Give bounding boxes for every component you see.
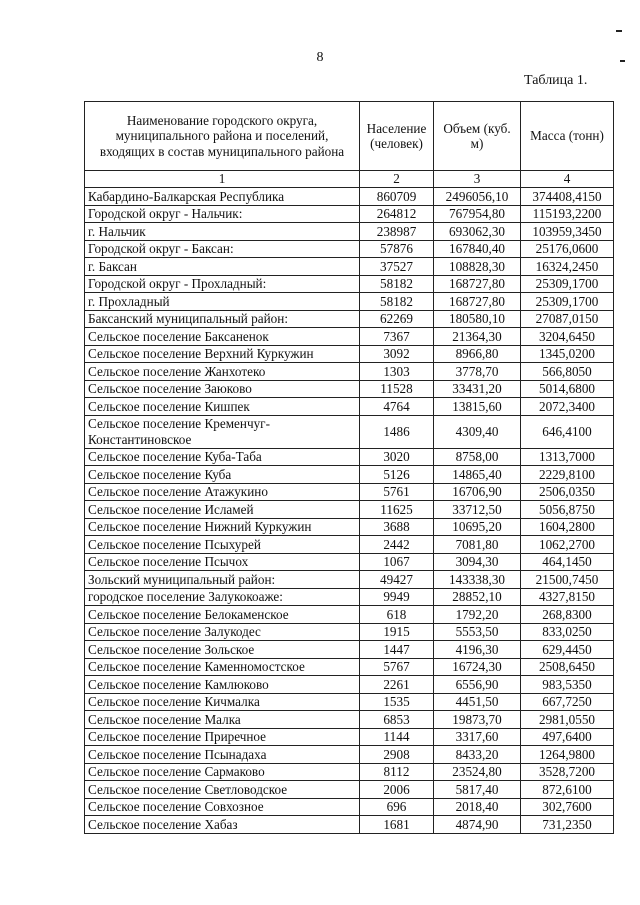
cell-mass: 872,6100 (521, 781, 614, 799)
cell-volume: 3778,70 (434, 363, 521, 381)
table-row (85, 518, 614, 536)
table-row (85, 363, 614, 381)
cell-name: Городской округ - Нальчик: (85, 205, 360, 223)
cell-name: Сельское поселение Зольское (85, 641, 360, 659)
cell-name: г. Нальчик (85, 223, 360, 241)
cell-mass: 21500,7450 (521, 571, 614, 589)
table-row (85, 588, 614, 606)
cell-population: 264812 (360, 205, 434, 223)
table-row (85, 711, 614, 729)
cell-population: 3092 (360, 345, 434, 363)
cell-name: Сельское поселение Приречное (85, 728, 360, 746)
table-row (85, 448, 614, 466)
table-row (85, 345, 614, 363)
cell-name: Сельское поселение Заюково (85, 380, 360, 398)
cell-volume: 5817,40 (434, 781, 521, 799)
cell-mass: 629,4450 (521, 641, 614, 659)
cell-population: 49427 (360, 571, 434, 589)
cell-population: 696 (360, 798, 434, 816)
table-row (85, 693, 614, 711)
cell-name: Сельское поселение Белокаменское (85, 606, 360, 624)
cell-name: Сельское поселение Малка (85, 711, 360, 729)
table-row (85, 798, 614, 816)
cell-mass: 374408,4150 (521, 188, 614, 206)
table-row (85, 728, 614, 746)
cell-volume: 16706,90 (434, 483, 521, 501)
cell-mass: 25176,0600 (521, 240, 614, 258)
cell-population: 11528 (360, 380, 434, 398)
cell-mass: 3204,6450 (521, 328, 614, 346)
cell-mass: 27087,0150 (521, 310, 614, 328)
cell-mass: 5056,8750 (521, 501, 614, 519)
table-row (85, 415, 614, 448)
cell-name: Сельское поселение Исламей (85, 501, 360, 519)
cell-volume: 16724,30 (434, 658, 521, 676)
cell-population: 238987 (360, 223, 434, 241)
table-row (85, 275, 614, 293)
cell-mass: 4327,8150 (521, 588, 614, 606)
cell-volume: 2496056,10 (434, 188, 521, 206)
cell-mass: 2981,0550 (521, 711, 614, 729)
cell-volume: 767954,80 (434, 205, 521, 223)
cell-population: 11625 (360, 501, 434, 519)
cell-mass: 5014,6800 (521, 380, 614, 398)
table-row (85, 188, 614, 206)
cell-population: 37527 (360, 258, 434, 276)
table-row (85, 501, 614, 519)
cell-name: Сельское поселение Каменномостское (85, 658, 360, 676)
cell-population: 1486 (360, 415, 434, 448)
cell-volume: 19873,70 (434, 711, 521, 729)
cell-name: городское поселение Залукокоаже: (85, 588, 360, 606)
cell-name: Сельское поселение Куба (85, 466, 360, 484)
cell-volume: 168727,80 (434, 275, 521, 293)
header-name: Наименование городского округа, муниципального района и поселений, входящих в состав муниципального района (85, 102, 360, 171)
cell-mass: 115193,2200 (521, 205, 614, 223)
cell-volume: 8433,20 (434, 746, 521, 764)
column-number: 4 (521, 171, 614, 188)
cell-volume: 168727,80 (434, 293, 521, 311)
cell-mass: 2072,3400 (521, 398, 614, 416)
cell-population: 5126 (360, 466, 434, 484)
cell-name: г. Прохладный (85, 293, 360, 311)
cell-population: 2261 (360, 676, 434, 694)
header-row (85, 102, 614, 171)
cell-population: 2442 (360, 536, 434, 554)
cell-volume: 180580,10 (434, 310, 521, 328)
cell-mass: 833,0250 (521, 623, 614, 641)
column-number-row (85, 171, 614, 188)
cell-population: 7367 (360, 328, 434, 346)
cell-mass: 268,8300 (521, 606, 614, 624)
cell-population: 1915 (360, 623, 434, 641)
cell-population: 5761 (360, 483, 434, 501)
cell-name: Сельское поселение Камлюково (85, 676, 360, 694)
cell-population: 3020 (360, 448, 434, 466)
cell-name: Сельское поселение Баксаненок (85, 328, 360, 346)
table-row (85, 258, 614, 276)
cell-population: 1303 (360, 363, 434, 381)
table-row (85, 781, 614, 799)
cell-population: 2908 (360, 746, 434, 764)
cell-mass: 646,4100 (521, 415, 614, 448)
cell-name: Сельское поселение Верхний Куркужин (85, 345, 360, 363)
cell-volume: 4451,50 (434, 693, 521, 711)
cell-name: Сельское поселение Псыхурей (85, 536, 360, 554)
table-row (85, 483, 614, 501)
cell-volume: 14865,40 (434, 466, 521, 484)
table-row (85, 816, 614, 834)
cell-volume: 33712,50 (434, 501, 521, 519)
cell-volume: 23524,80 (434, 763, 521, 781)
table-row (85, 658, 614, 676)
table-caption: Таблица 1. (524, 73, 588, 88)
column-number: 1 (85, 171, 360, 188)
cell-population: 1067 (360, 553, 434, 571)
cell-name: г. Баксан (85, 258, 360, 276)
cell-population: 9949 (360, 588, 434, 606)
cell-population: 1144 (360, 728, 434, 746)
cell-volume: 108828,30 (434, 258, 521, 276)
table-row (85, 205, 614, 223)
table-row (85, 380, 614, 398)
cell-population: 860709 (360, 188, 434, 206)
cell-name: Городской округ - Баксан: (85, 240, 360, 258)
cell-volume: 693062,30 (434, 223, 521, 241)
header-population: Население (человек) (360, 102, 434, 171)
cell-volume: 6556,90 (434, 676, 521, 694)
cell-volume: 143338,30 (434, 571, 521, 589)
cell-population: 1447 (360, 641, 434, 659)
cell-population: 62269 (360, 310, 434, 328)
header-mass: Масса (тонн) (521, 102, 614, 171)
cell-mass: 983,5350 (521, 676, 614, 694)
cell-mass: 1062,2700 (521, 536, 614, 554)
cell-name: Кабардино-Балкарская Республика (85, 188, 360, 206)
cell-mass: 1313,7000 (521, 448, 614, 466)
cell-mass: 731,2350 (521, 816, 614, 834)
cell-name: Городской округ - Прохладный: (85, 275, 360, 293)
header-volume: Объем (куб. м) (434, 102, 521, 171)
cell-mass: 2229,8100 (521, 466, 614, 484)
cell-volume: 33431,20 (434, 380, 521, 398)
table-row (85, 398, 614, 416)
table-row (85, 223, 614, 241)
column-number: 2 (360, 171, 434, 188)
table-row (85, 240, 614, 258)
cell-mass: 1264,9800 (521, 746, 614, 764)
cell-population: 8112 (360, 763, 434, 781)
table-row (85, 746, 614, 764)
cell-mass: 25309,1700 (521, 275, 614, 293)
cell-volume: 4196,30 (434, 641, 521, 659)
table-row (85, 328, 614, 346)
cell-population: 58182 (360, 275, 434, 293)
cell-name: Сельское поселение Кременчуг-Константиновское (85, 415, 360, 448)
cell-population: 5767 (360, 658, 434, 676)
cell-mass: 2506,0350 (521, 483, 614, 501)
cell-volume: 28852,10 (434, 588, 521, 606)
scan-mark-top (616, 30, 622, 32)
cell-volume: 8966,80 (434, 345, 521, 363)
cell-population: 57876 (360, 240, 434, 258)
cell-name: Сельское поселение Кичмалка (85, 693, 360, 711)
table-row (85, 606, 614, 624)
table-row (85, 641, 614, 659)
cell-mass: 2508,6450 (521, 658, 614, 676)
cell-volume: 3094,30 (434, 553, 521, 571)
cell-population: 1681 (360, 816, 434, 834)
cell-population: 1535 (360, 693, 434, 711)
cell-name: Сельское поселение Залукодес (85, 623, 360, 641)
cell-population: 4764 (360, 398, 434, 416)
cell-volume: 21364,30 (434, 328, 521, 346)
table-body (85, 188, 614, 834)
cell-name: Сельское поселение Совхозное (85, 798, 360, 816)
cell-volume: 5553,50 (434, 623, 521, 641)
cell-mass: 1345,0200 (521, 345, 614, 363)
cell-mass: 1604,2800 (521, 518, 614, 536)
cell-volume: 8758,00 (434, 448, 521, 466)
table-row (85, 466, 614, 484)
cell-volume: 1792,20 (434, 606, 521, 624)
page-number: 8 (316, 50, 324, 65)
cell-name: Зольский муниципальный район: (85, 571, 360, 589)
cell-name: Сельское поселение Жанхотеко (85, 363, 360, 381)
cell-volume: 4874,90 (434, 816, 521, 834)
cell-name: Сельское поселение Хабаз (85, 816, 360, 834)
cell-volume: 2018,40 (434, 798, 521, 816)
table-row (85, 571, 614, 589)
cell-population: 2006 (360, 781, 434, 799)
cell-population: 618 (360, 606, 434, 624)
table-row (85, 293, 614, 311)
cell-volume: 13815,60 (434, 398, 521, 416)
cell-name: Сельское поселение Светловодское (85, 781, 360, 799)
table-row (85, 553, 614, 571)
cell-mass: 3528,7200 (521, 763, 614, 781)
cell-name: Сельское поселение Псычох (85, 553, 360, 571)
cell-name: Сельское поселение Куба-Таба (85, 448, 360, 466)
cell-volume: 167840,40 (434, 240, 521, 258)
cell-name: Сельское поселение Сармаково (85, 763, 360, 781)
column-number: 3 (434, 171, 521, 188)
table-row (85, 310, 614, 328)
table-row (85, 536, 614, 554)
cell-volume: 3317,60 (434, 728, 521, 746)
cell-population: 6853 (360, 711, 434, 729)
table-row (85, 763, 614, 781)
cell-mass: 25309,1700 (521, 293, 614, 311)
data-table (84, 101, 614, 834)
cell-name: Сельское поселение Кишпек (85, 398, 360, 416)
table-row (85, 676, 614, 694)
cell-volume: 4309,40 (434, 415, 521, 448)
cell-mass: 103959,3450 (521, 223, 614, 241)
cell-mass: 667,7250 (521, 693, 614, 711)
cell-name: Сельское поселение Атажукино (85, 483, 360, 501)
cell-mass: 464,1450 (521, 553, 614, 571)
cell-mass: 566,8050 (521, 363, 614, 381)
cell-population: 3688 (360, 518, 434, 536)
cell-mass: 302,7600 (521, 798, 614, 816)
cell-population: 58182 (360, 293, 434, 311)
cell-volume: 10695,20 (434, 518, 521, 536)
cell-volume: 7081,80 (434, 536, 521, 554)
table-row (85, 623, 614, 641)
cell-mass: 16324,2450 (521, 258, 614, 276)
cell-name: Баксанский муниципальный район: (85, 310, 360, 328)
cell-name: Сельское поселение Нижний Куркужин (85, 518, 360, 536)
cell-mass: 497,6400 (521, 728, 614, 746)
cell-name: Сельское поселение Псынадаха (85, 746, 360, 764)
